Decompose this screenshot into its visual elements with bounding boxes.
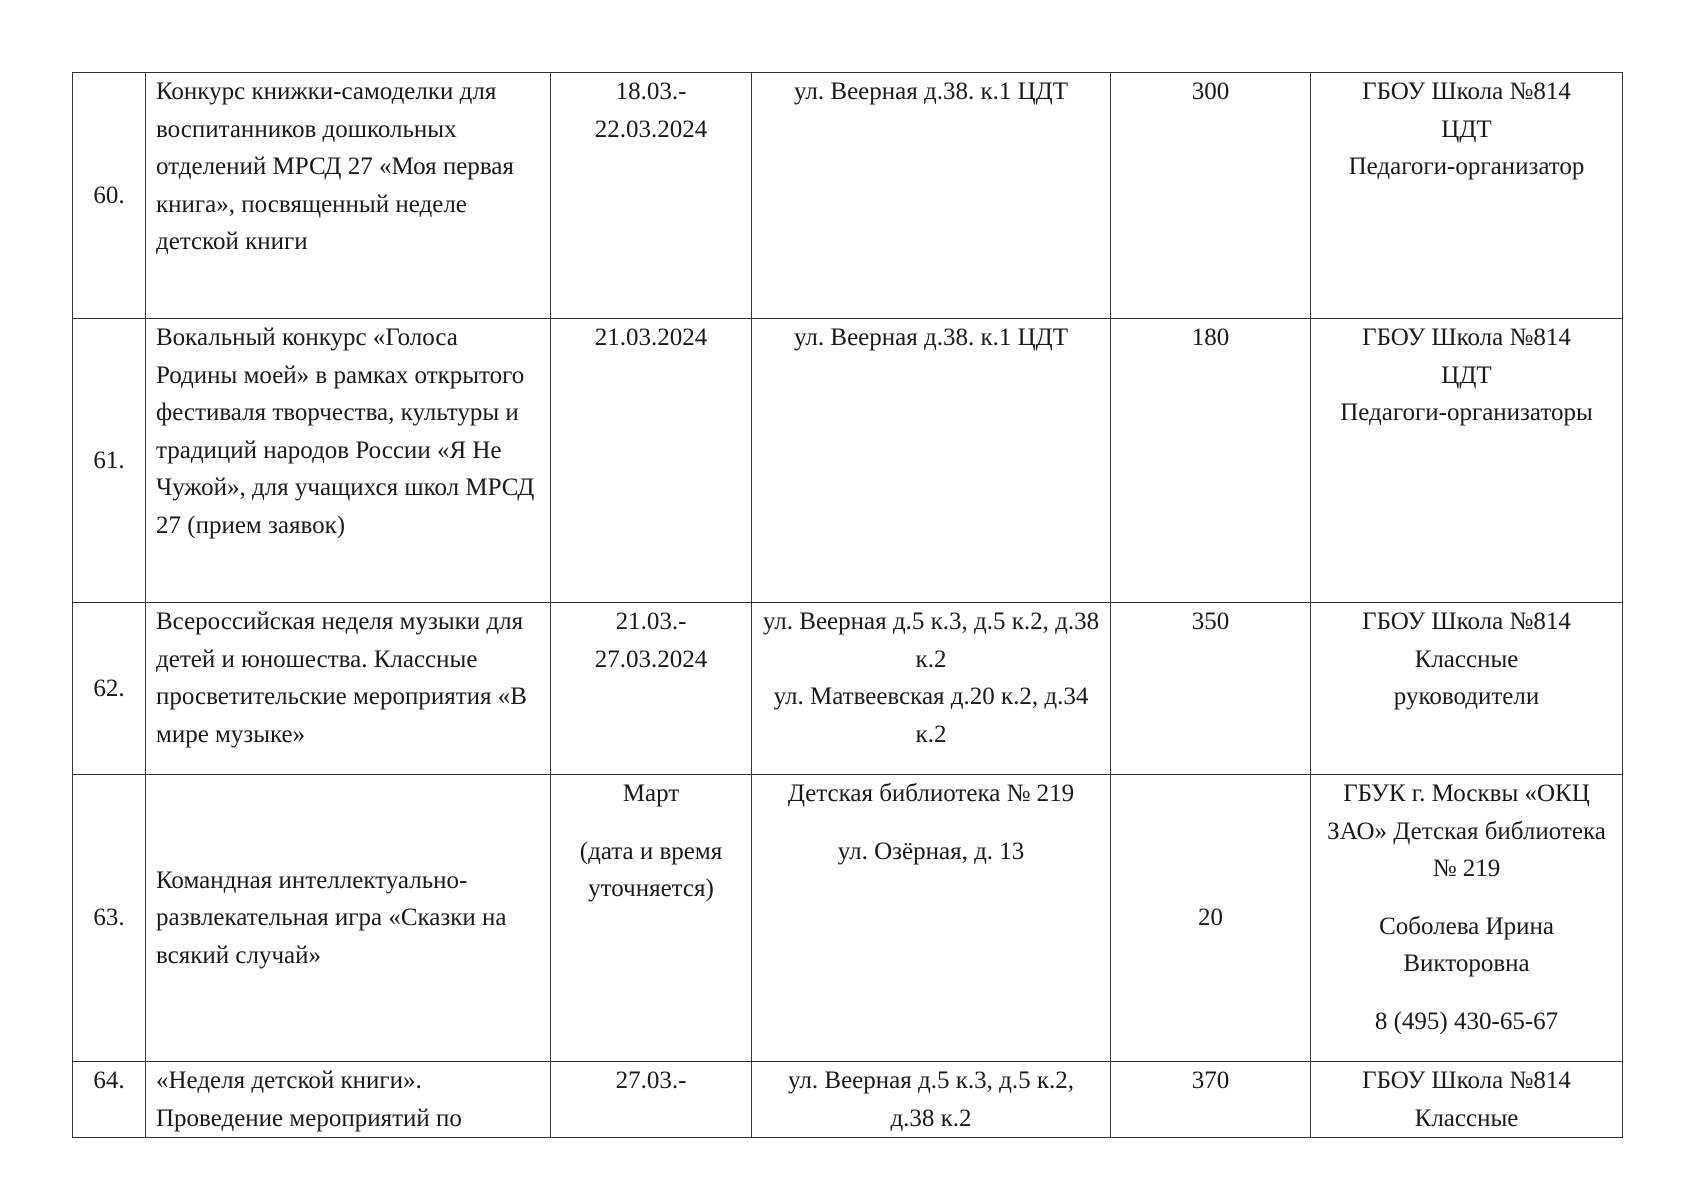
event-place: ул. Веерная д.38. к.1 ЦДТ [752,319,1111,603]
responsible: ГБОУ Школа №814 Классные руководители [1311,603,1623,775]
event-place: Детская библиотека № 219 ул. Озёрная, д. 13 [752,775,1111,1062]
table-row [73,73,1623,319]
event-place: ул. Веерная д.5 к.3, д.5 к.2, д.38 к.2 [752,1062,1111,1138]
row-number: 64. [73,1062,146,1138]
table-row [73,319,1623,603]
event-date: 21.03.2024 [551,319,752,603]
participant-count: 300 [1111,73,1311,319]
row-number: 63. [73,775,146,1062]
responsible: ГБОУ Школа №814 ЦДТ Педагоги-организатор [1311,73,1623,319]
participant-count: 350 [1111,603,1311,775]
event-date: 18.03.- 22.03.2024 [551,73,752,319]
event-place: ул. Веерная д.38. к.1 ЦДТ [752,73,1111,319]
table-row [73,603,1623,775]
event-date: Март (дата и время уточняется) [551,775,752,1062]
event-title: Всероссийская неделя музыки для детей и юношества. Классные просветительские мероприятия «В мире музыке» [146,603,551,775]
event-date: 27.03.- [551,1062,752,1138]
document-page [72,72,1622,1138]
responsible: ГБУК г. Москвы «ОКЦ ЗАО» Детская библиотека № 219 Соболева Ирина Викторовна 8 (495) 430-65-67 [1311,775,1623,1062]
event-date: 21.03.- 27.03.2024 [551,603,752,775]
responsible: ГБОУ Школа №814 ЦДТ Педагоги-организаторы [1311,319,1623,603]
event-title: «Неделя детской книги». Проведение мероприятий по [146,1062,551,1138]
event-place: ул. Веерная д.5 к.3, д.5 к.2, д.38 к.2 ул. Матвеевская д.20 к.2, д.34 к.2 [752,603,1111,775]
event-title: Командная интеллектуально-развлекательная игра «Сказки на всякий случай» [146,775,551,1062]
table-row [73,1062,1623,1138]
events-table [72,72,1623,1138]
row-number: 62. [73,603,146,775]
row-number: 61. [73,319,146,603]
table-row [73,775,1623,1062]
event-title: Конкурс книжки-самоделки для воспитанников дошкольных отделений МРСД 27 «Моя первая книга», посвященный неделе детской книги [146,73,551,319]
participant-count: 180 [1111,319,1311,603]
event-title: Вокальный конкурс «Голоса Родины моей» в рамках открытого фестиваля творчества, культуры и традиций народов России «Я Не Чужой», для учащихся школ МРСД 27 (прием заявок) [146,319,551,603]
participant-count: 20 [1111,775,1311,1062]
responsible: ГБОУ Школа №814 Классные [1311,1062,1623,1138]
participant-count: 370 [1111,1062,1311,1138]
row-number: 60. [73,73,146,319]
